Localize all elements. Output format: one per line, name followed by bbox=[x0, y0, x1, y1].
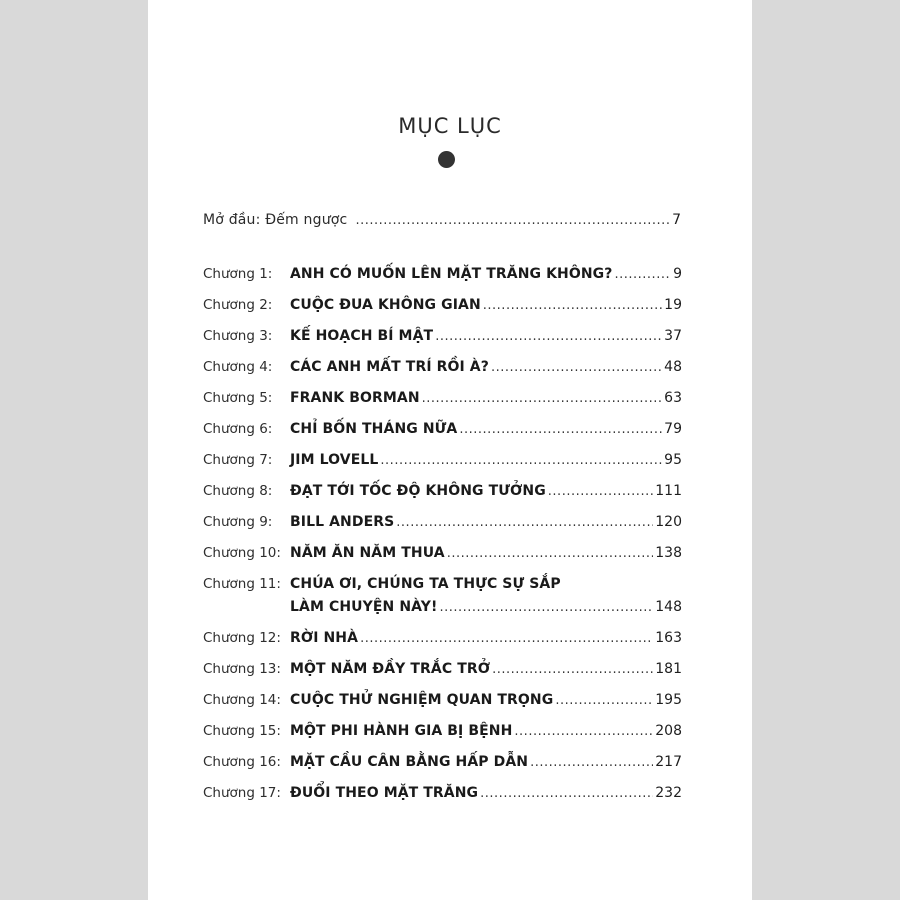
chapter-page-number: 217 bbox=[655, 754, 682, 770]
chapter-page-number: 208 bbox=[655, 723, 682, 739]
chapter-number: Chương 13: bbox=[203, 661, 281, 677]
chapter-title: MỘT PHI HÀNH GIA BỊ BỆNH bbox=[290, 723, 513, 739]
chapter-page-number: 138 bbox=[655, 545, 682, 561]
toc-entry-chapter-4 bbox=[203, 359, 682, 381]
toc-entry-chapter-12 bbox=[203, 630, 682, 652]
leader-dots bbox=[615, 267, 672, 282]
chapter-page-number: 37 bbox=[664, 328, 682, 344]
chapter-title: MỘT NĂM ĐẦY TRẮC TRỞ bbox=[290, 661, 491, 677]
leader-dots bbox=[355, 213, 670, 228]
chapter-page-number: 111 bbox=[655, 483, 682, 499]
toc-entry-chapter-13 bbox=[203, 661, 682, 683]
toc-entry-chapter-3 bbox=[203, 328, 682, 350]
leader-dots bbox=[548, 484, 653, 499]
toc-entry-chapter-11-line2 bbox=[203, 599, 682, 621]
chapter-number: Chương 7: bbox=[203, 452, 273, 468]
leader-dots bbox=[492, 662, 653, 677]
toc-entry-chapter-8 bbox=[203, 483, 682, 505]
chapter-number: Chương 2: bbox=[203, 297, 273, 313]
leader-dots bbox=[555, 693, 653, 708]
chapter-number: Chương 6: bbox=[203, 421, 273, 437]
chapter-title: CHÚA ƠI, CHÚNG TA THỰC SỰ SẮP bbox=[290, 576, 561, 592]
leader-dots bbox=[435, 329, 662, 344]
leader-dots bbox=[491, 360, 662, 375]
chapter-page-number: 232 bbox=[655, 785, 682, 801]
chapter-page-number: 79 bbox=[664, 421, 682, 437]
toc-entry-chapter-11-line1 bbox=[203, 576, 561, 598]
chapter-title-continued: LÀM CHUYỆN NÀY! bbox=[290, 599, 438, 615]
chapter-page-number: 9 bbox=[673, 266, 682, 282]
chapter-title: FRANK BORMAN bbox=[290, 390, 420, 406]
chapter-title: CUỘC ĐUA KHÔNG GIAN bbox=[290, 297, 481, 313]
chapter-page-number: 195 bbox=[655, 692, 682, 708]
chapter-title: CUỘC THỬ NGHIỆM QUAN TRỌNG bbox=[290, 692, 554, 708]
chapter-number: Chương 17: bbox=[203, 785, 281, 801]
toc-entry-chapter-14 bbox=[203, 692, 682, 714]
leader-dots bbox=[380, 453, 662, 468]
chapter-number: Chương 3: bbox=[203, 328, 273, 344]
chapter-number: Chương 5: bbox=[203, 390, 273, 406]
leader-dots bbox=[530, 755, 653, 770]
chapter-title: MẶT CẦU CÂN BẰNG HẤP DẪN bbox=[290, 754, 529, 770]
leader-dots bbox=[459, 422, 662, 437]
chapter-title: RỜI NHÀ bbox=[290, 630, 359, 646]
chapter-page-number: 148 bbox=[655, 599, 682, 615]
toc-entry-chapter-2 bbox=[203, 297, 682, 319]
chapter-title: CÁC ANH MẤT TRÍ RỒI À? bbox=[290, 359, 489, 375]
prelude-label: Mở đầu: Đếm ngược bbox=[203, 212, 348, 228]
toc-entry-chapter-9 bbox=[203, 514, 682, 536]
chapter-title: ĐẠT TỚI TỐC ĐỘ KHÔNG TƯỞNG bbox=[290, 483, 546, 499]
chapter-number: Chương 10: bbox=[203, 545, 281, 561]
leader-dots bbox=[447, 546, 654, 561]
chapter-number: Chương 12: bbox=[203, 630, 281, 646]
leader-dots bbox=[396, 515, 653, 530]
toc-entry-chapter-17 bbox=[203, 785, 682, 807]
toc-entry-chapter-6 bbox=[203, 421, 682, 443]
chapter-number: Chương 1: bbox=[203, 266, 273, 282]
leader-dots bbox=[514, 724, 653, 739]
toc-entry-chapter-16 bbox=[203, 754, 682, 776]
leader-dots bbox=[480, 786, 653, 801]
leader-dots bbox=[422, 391, 663, 406]
toc-entry-chapter-7 bbox=[203, 452, 682, 474]
chapter-title: NĂM ĂN NĂM THUA bbox=[290, 545, 445, 561]
chapter-number: Chương 8: bbox=[203, 483, 273, 499]
chapter-page-number: 63 bbox=[664, 390, 682, 406]
chapter-page-number: 163 bbox=[655, 630, 682, 646]
toc-entry-chapter-5 bbox=[203, 390, 682, 412]
chapter-title: KẾ HOẠCH BÍ MẬT bbox=[290, 328, 434, 344]
chapter-number: Chương 15: bbox=[203, 723, 281, 739]
chapter-title: CHỈ BỐN THÁNG NỮA bbox=[290, 421, 458, 437]
chapter-number: Chương 11: bbox=[203, 576, 281, 592]
ornament-dot-icon bbox=[438, 151, 455, 168]
chapter-page-number: 95 bbox=[664, 452, 682, 468]
prelude-page-number: 7 bbox=[672, 212, 681, 228]
chapter-title: ANH CÓ MUỐN LÊN MẶT TRĂNG KHÔNG? bbox=[290, 266, 613, 282]
chapter-page-number: 19 bbox=[664, 297, 682, 313]
chapter-title: JIM LOVELL bbox=[290, 452, 379, 468]
page-title: MỤC LỤC bbox=[398, 114, 502, 138]
chapter-page-number: 181 bbox=[655, 661, 682, 677]
chapter-title: BILL ANDERS bbox=[290, 514, 395, 530]
leader-dots bbox=[360, 631, 653, 646]
chapter-number: Chương 16: bbox=[203, 754, 281, 770]
chapter-number: Chương 4: bbox=[203, 359, 273, 375]
chapter-title: ĐUỔI THEO MẶT TRĂNG bbox=[290, 785, 479, 801]
chapter-page-number: 120 bbox=[655, 514, 682, 530]
chapter-page-number: 48 bbox=[664, 359, 682, 375]
toc-entry-chapter-15 bbox=[203, 723, 682, 745]
toc-entry-chapter-1 bbox=[203, 266, 682, 288]
leader-dots bbox=[483, 298, 662, 313]
toc-entry-prelude bbox=[203, 212, 681, 234]
chapter-number: Chương 9: bbox=[203, 514, 273, 530]
leader-dots bbox=[439, 600, 653, 615]
chapter-number: Chương 14: bbox=[203, 692, 281, 708]
toc-entry-chapter-10 bbox=[203, 545, 682, 567]
book-page bbox=[148, 0, 752, 900]
